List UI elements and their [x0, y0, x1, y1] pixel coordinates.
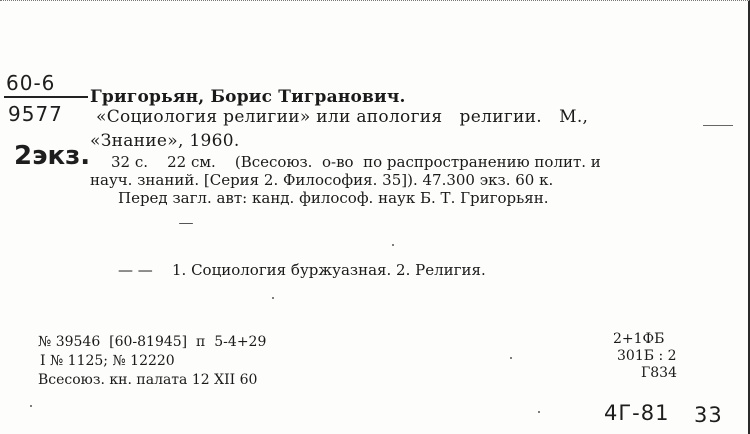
- scan-speck: [538, 411, 540, 413]
- scan-speck: [30, 405, 32, 407]
- footer-chamber-date: Всесоюз. кн. палата 12 XII 60: [38, 372, 258, 388]
- entry-title-line1: «Социология религии» или апология религии. М.,: [96, 107, 589, 127]
- footer-fund-code: 2+1ФБ: [613, 331, 665, 347]
- entry-author: Григорьян, Борис Тигранович.: [90, 87, 406, 107]
- scan-speck: [272, 297, 274, 299]
- subjects-dash: — —: [118, 261, 153, 279]
- scan-speck: [179, 223, 193, 224]
- entry-author-note: Перед загл. авт: канд. философ. наук Б. Т. Григорьян.: [118, 189, 549, 207]
- handwritten-bottom-number: 33: [694, 403, 723, 427]
- handwritten-bottom-code: 4Г-81: [604, 401, 670, 425]
- handwritten-shelfmark-bottom: 9577: [8, 102, 63, 126]
- footer-index-numbers: I № 1125; № 12220: [40, 353, 175, 369]
- footer-record-number: № 39546 [60-81945] п 5-4+29: [38, 334, 267, 350]
- title-trailing-dash: [703, 125, 733, 126]
- footer-author-mark: Г834: [641, 365, 677, 381]
- scan-speck: [510, 357, 512, 359]
- handwritten-copies: 2экз.: [14, 141, 91, 171]
- handwritten-shelfmark-top: 60-6: [6, 71, 56, 95]
- subjects-list: 1. Социология буржуазная. 2. Религия.: [172, 261, 486, 279]
- footer-classification: 301Б : 2: [617, 348, 677, 364]
- entry-physical-description: 32 с. 22 см. (Всесоюз. о-во по распространению полит. и: [111, 153, 601, 171]
- shelfmark-underline: [4, 96, 88, 98]
- entry-series-note: науч. знаний. [Серия 2. Философия. 35]). 47.300 экз. 60 к.: [90, 171, 554, 189]
- entry-title-line2: «Знание», 1960.: [90, 131, 240, 151]
- scan-speck: [392, 244, 394, 246]
